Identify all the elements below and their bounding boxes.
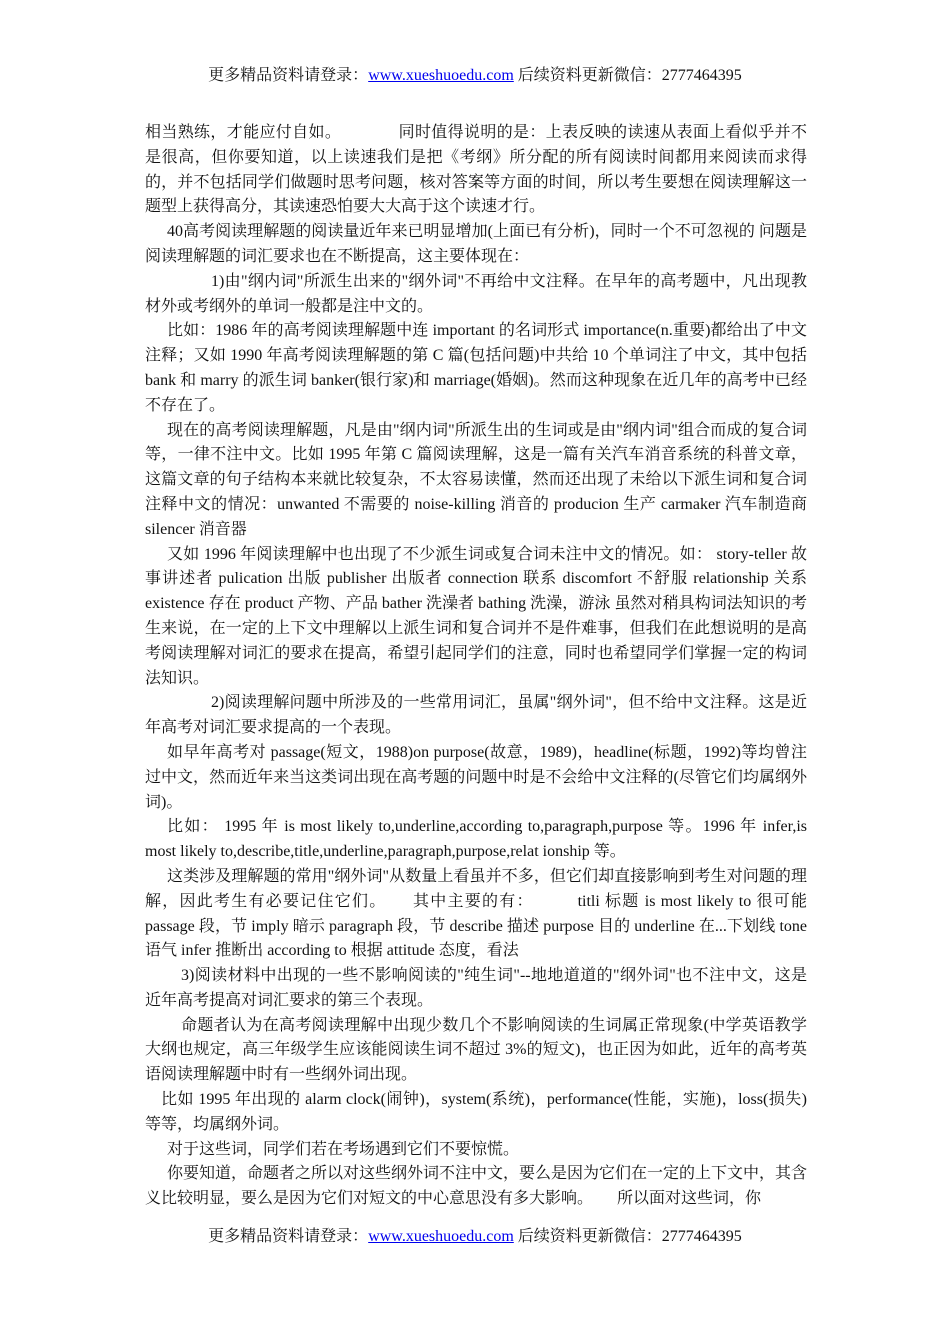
paragraph: 如早年高考对 passage(短文，1988)on purpose(故意，1989)，headline(标题，1992)等均曾注过中文，然而近年来当这类词出现在高考题的问题中时是不会给中文注释的(尽管它们均属纲外词)。: [145, 743, 807, 811]
paragraph: 40高考阅读理解题的阅读量近年来已明显增加(上面已有分析)，同时一个不可忽视的 问题是阅读理解题的词汇要求也在不断提高，这主要体现在：: [145, 223, 807, 265]
footer-website-link[interactable]: www.xueshuoedu.com: [368, 1228, 514, 1245]
paragraph: 比如： 1995 年 is most likely to,underline,according to,paragraph,purpose 等。1996 年 infer,is most likely to,describe,title,underline,paragraph,purpose,relat ionship 等。: [145, 818, 807, 861]
header-website-link[interactable]: www.xueshuoedu.com: [368, 67, 514, 84]
page-header: [0, 66, 950, 86]
paragraph: 对于这些词，同学们若在考场遇到它们不要惊慌。: [167, 1140, 520, 1158]
header-suffix: 后续资料更新微信：2777464395: [513, 67, 742, 84]
paragraph: 比如 1995 年出现的 alarm clock(闹钟)，system(系统)，performance(性能，实施)，loss(损失)等等，均属纲外词。: [145, 1091, 807, 1133]
footer-suffix: 后续资料更新微信：2777464395: [513, 1228, 742, 1245]
paragraph: 这类涉及理解题的常用"纲外词"从数量上看虽并不多，但它们却直接影响到考生对问题的理解，因此考生有必要记住它们。 其中主要的有： titli 标题 is most likely to 很可能 passage 段，节 imply 暗示 paragraph 段，节 describe 描述 purpose 目的 underline 在...下划线 tone 语气 infer 推断出 according to 根据 attitude 态度，看法: [145, 867, 807, 960]
paragraph: 又如 1996 年阅读理解中也出现了不少派生词或复合词未注中文的情况。如： story-teller 故事讲述者 pulication 出版 publisher 出版者 connection 联系 discomfort 不舒服 relationship 关系 existence 存在 product 产物、产品 bather 洗澡者 bathing 洗澡，游泳 虽然对稍具构词法知识的考生来说，在一定的上下文中理解以上派生词和复合词并不是件难事，但我们在此想说明的是高考阅读理解对词汇的要求在提高，希望引起同学们的注意，同时也希望同学们掌握一定的构词法知识。: [145, 545, 807, 687]
paragraph: 2)阅读理解问题中所涉及的一些常用词汇，虽属"纲外词"，但不给中文注释。这是近年高考对词汇要求提高的一个表现。: [145, 694, 807, 737]
footer-prefix: 更多精品资料请登录：: [208, 1228, 369, 1245]
paragraph: 比如：1986 年的高考阅读理解题中连 important 的名词形式 importance(n.重要)都给出了中文注释；又如 1990 年高考阅读理解题的第 C 篇(包括问题)中共给 10 个单词注了中文，其中包括 bank 和 marry 的派生词 banker(银行家)和 marriage(婚姻)。然而这种现象在近几年的高考中已经不存在了。: [145, 322, 807, 414]
paragraph: 命题者认为在高考阅读理解中出现少数几个不影响阅读的生词属正常现象(中学英语教学大纲也规定，高三年级学生应该能阅读生词不超过 3%的短文)，也正因为如此，近年的高考英语阅读理解题中时有一些纲外词出现。: [145, 1016, 807, 1084]
paragraph: 1)由"纲内词"所派生出来的"纲外词"不再给中文注释。在早年的高考题中，凡出现教材外或考纲外的单词一般都是注中文的。: [145, 272, 807, 315]
paragraph: 现在的高考阅读理解题，凡是由"纲内词"所派生出的生词或是由"纲内词"组合而成的复合词等，一律不注中文。比如 1995 年第 C 篇阅读理解，这是一篇有关汽车消音系统的科普文章，这篇文章的句子结构本来就比较复杂，不太容易读懂，然而还出现了未给以下派生词和复合词注释中文的情况：unwanted 不需要的 noise-killing 消音的 producion 生产 carmaker 汽车制造商 silencer 消音器: [145, 421, 807, 538]
paragraph: 相当熟练，才能应付自如。 同时值得说明的是：上表反映的读速从表面上看似乎并不是很高，但你要知道，以上读速我们是把《考纲》所分配的所有阅读时间都用来阅读而求得的，并不包括同学们做题时思考问题，核对答案等方面的时间，所以考生要想在阅读理解这一题型上获得高分，其读速恐怕要大大高于这个读速才行。: [145, 124, 807, 216]
page-footer: [0, 1227, 950, 1247]
paragraph: 你要知道，命题者之所以对这些纲外词不注中文，要么是因为它们在一定的上下文中，其含义比较明显，要么是因为它们对短文的中心意思没有多大影响。 所以面对这些词，你: [145, 1165, 808, 1208]
header-prefix: 更多精品资料请登录：: [208, 67, 369, 84]
document-body: [145, 121, 807, 1212]
paragraph: 3)阅读材料中出现的一些不影响阅读的"纯生词"--地地道道的"纲外词"也不注中文，这是近年高考提高对词汇要求的第三个表现。: [145, 967, 807, 1009]
